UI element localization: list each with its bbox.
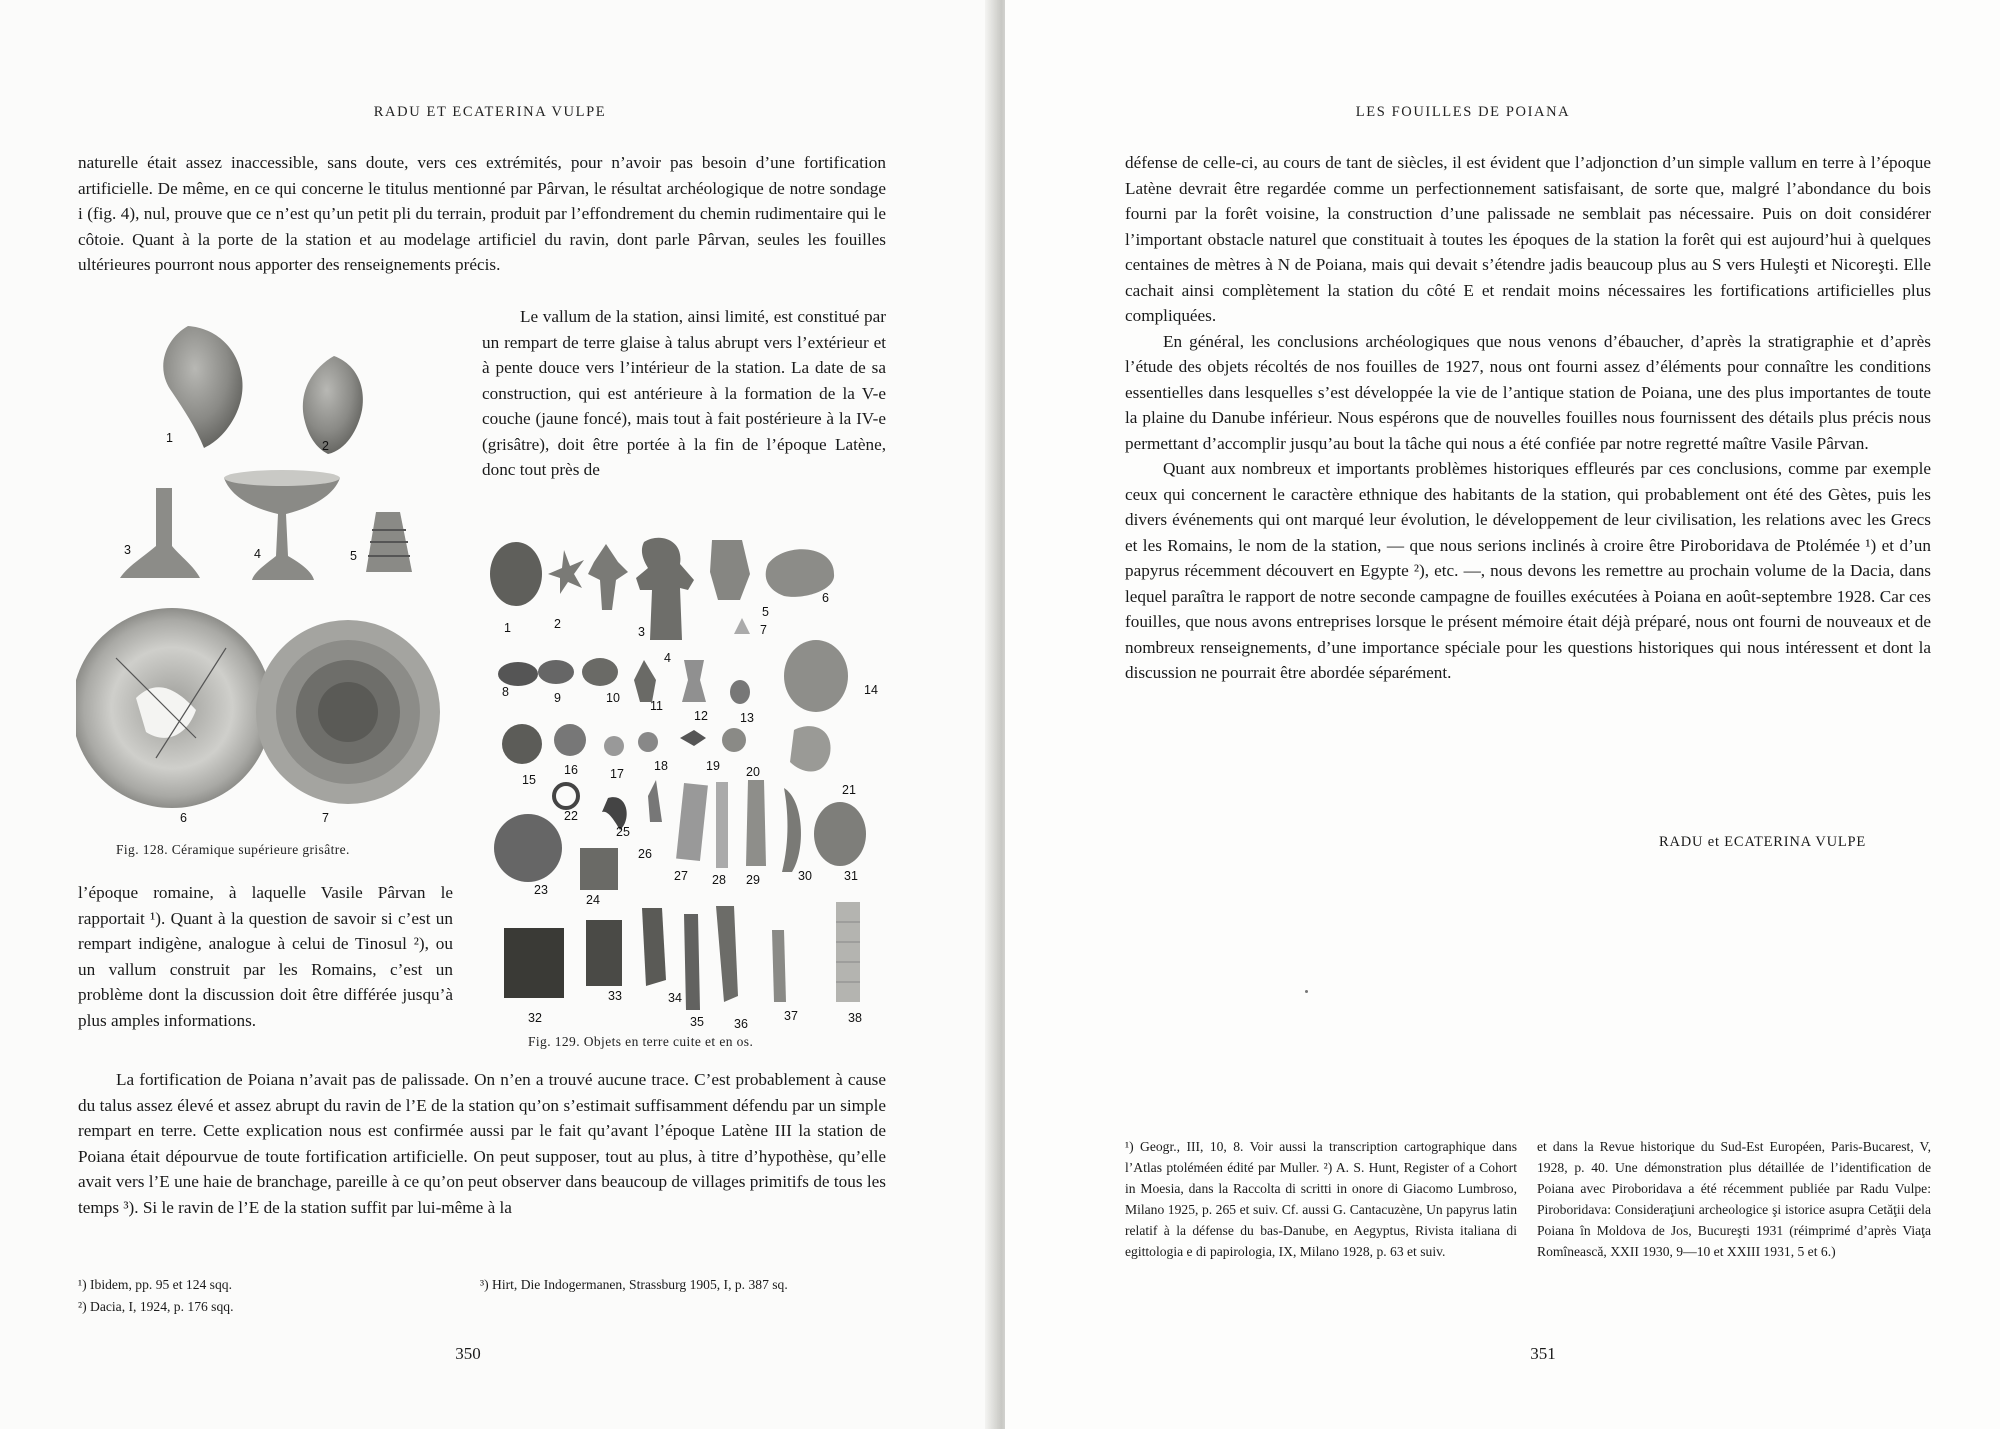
fig129-number: 27 [674,869,688,883]
fig129-number: 33 [608,989,622,1003]
fig129-caption: Fig. 129. Objets en terre cuite et en os. [528,1034,754,1049]
fig129-number: 18 [654,759,668,773]
fig129-number: 29 [746,873,760,887]
object-17 [604,736,624,756]
fig129-number: 17 [610,767,624,781]
fig129-number: 21 [842,783,856,797]
author-signature: RADU et ECATERINA VULPE [1659,834,1867,850]
object-32 [504,928,564,998]
running-head-right: LES FOUILLES DE POIANA [1355,104,1571,120]
fig129-number: 4 [664,651,671,665]
object-2 [548,550,584,594]
object-24 [580,848,618,890]
footnote-1: ¹) Ibidem, pp. 95 et 124 sqq. [78,1277,232,1292]
fig128-number: 6 [180,811,187,825]
object-20 [722,728,746,752]
object-36 [716,906,738,1002]
object-13 [730,680,750,704]
object-19 [680,730,706,746]
fig129-number: 5 [762,605,769,619]
object-29 [746,780,766,866]
fig129-number: 26 [638,847,652,861]
fig128-number: 7 [322,811,329,825]
fig128-number: 1 [166,431,173,445]
object-16 [554,724,586,756]
fig129-number: 7 [760,623,767,637]
fig129-number: 6 [822,591,829,605]
left-page [0,0,995,1429]
object-34 [642,908,666,986]
object-28 [716,782,728,868]
object-27 [676,783,708,861]
fig128-caption: Fig. 128. Céramique supérieure grisâtre. [116,842,350,857]
fig129-number: 15 [522,773,536,787]
fig128-number: 4 [254,547,261,561]
object-14 [784,640,848,712]
object-11 [634,660,656,702]
fig128-number: 2 [322,439,329,453]
fig129-number: 16 [564,763,578,777]
page-speck [1305,990,1308,993]
fig129-number: 14 [864,683,878,697]
paragraph-romaine: l’époque romaine, à laquelle Vasile Pârvan le rapportait ¹). Quant à la question de savoir si c’est un rempart indigène, analogue à celui de Tinosul ²), ou un vallum construit par les Romains, c’est un problème dont la discussion doit être différée jusqu’à plus amples informations. [78,883,453,1030]
object-12 [682,660,706,702]
fig129-number: 11 [650,699,663,713]
object-5 [710,540,750,600]
fig129-number: 20 [746,765,760,779]
object-7 [734,618,750,634]
fig129-number: 1 [504,621,511,635]
object-35 [684,914,700,1010]
footnote-col1: ¹) Geogr., III, 10, 8. Voir aussi la transcription cartographique dans l’Atlas ptoléméen édité par Muller. ²) A. S. Hunt, Register of a Cohort in Moesia, dans la Raccolta di scritti in onore di Giacomo Lumbroso, Milano 1925, p. 265 et suiv. Cf. aussi G. Cantacuzène, Un papyrus latin relatif à la défense du bas-Danube, en Aegyptus, Rivista italiana di egittologia e di papirologia, IX, Milano 1928, p. 63 et suiv. [1125,1139,1517,1259]
object-37 [772,930,786,1002]
fig129-number: 38 [848,1011,862,1025]
object-9 [538,660,574,684]
object-38 [836,902,860,1002]
fig129-plate [484,530,888,1038]
object-10 [582,658,618,686]
object-1 [490,542,542,606]
fig128-number: 3 [124,543,131,557]
object-26 [648,780,662,822]
fig129-number: 13 [740,711,754,725]
paragraph-palissade: La fortification de Poiana n’avait pas de palissade. On n’en a trouvé aucune trace. C’est probablement à cause du talus assez élevé et assez abrupt du ravin de l’E de la station qu’on s’estimait suffisamment défendu par un simple rempart en terre. Cette explication nous est confirmée aussi par le fait qu’avant l’époque Latène III la station de Poiana était dépourvue de toute fortification artificielle. On peut supposer, tout au plus, à titre d’hypothèse, qu’elle avait vers l’E une haie de branchage, pareille à ce qu’on peut observer dans beaucoup de villages primitifs de tous les temps ³). Si le ravin de l’E de la station suffit par lui-même à la [78,1070,886,1217]
object-31 [814,802,866,866]
fig128-plate [76,318,466,826]
page-number-right: 351 [1530,1344,1556,1363]
paragraph-defense: défense de celle-ci, au cours de tant de siècles, il est évident que l’adjonction d’un simple vallum en terre à l’époque Latène devrait être regardée comme un perfectionnement satisfaisant, de sorte que, malgré l’abondance du bois fourni par la forêt voisine, la construction d’une palissade ne semblait pas nécessaire. Puis on doit considérer l’important obstacle naturel que constituait à toutes les époques de la station la forêt qui est aujourd’hui à quelques centaines de mètres à N de Poiana, mais qui devait s’étendre jadis beaucoup plus au S vers Huleşti et Nicoreşti. Elle cachait ainsi complètement la station du côté E et rendait moins nécessaires les fortifications artificielles plus compliquées. En général, les conclusions archéologiques que nous venons d’ébaucher, d’après la stratigraphie et d’après l’étude des objets récoltés de nos fouilles de 1927, nous ont fourni assez d’éléments pour connaître les conditions essentielles dans lesquelles s’est développée la vie de l’antique station de Poiana, une des plus importantes de toute la plaine du Danube inférieur. Nous espérons que de nouvelles fouilles nous fournissent des détails plus précis nous permettant d’accomplir jusqu’au bout la tâche qui nous a été confiée par notre regretté maître Vasile Pârvan. Quant aux nombreux et importants problèmes historiques effleurés par ces conclusions, comme par exemple ceux qui concernent le caractère ethnique des habitants de la station, qui probablement ont été des Gètes, puis les divers événements qui ont marqué leur évolution, le développement de leur civilisation, les relations avec les Grecs et les Romains, le nom de la station, — que nous serions inclinés à croire être Piroboridava de Ptolémée ¹) et d’un papyrus récemment découvert en Egypte ²), etc. —, nous devons les remettre au prochain volume de la Dacia, dans lequel paraîtra le rapport de notre seconde campagne de fouilles exécutées à Poiana en août-septembre 1928. Car ces fouilles, que nous avons entreprises lorsque le présent mémoire était déjà préparé, nous ont fourni de nouveaux et de nombreux renseignements, d’une importance spéciale pour les questions historiques qui nous intéressent et dont la discussion ne pourrait être abordée séparément. [1125,153,1931,682]
fig129-number: 28 [712,873,726,887]
right-page [1005,0,2000,1429]
running-head-left: RADU ET ECATERINA VULPE [373,104,607,120]
fig129-number: 36 [734,1017,748,1031]
footnote-2: ²) Dacia, I, 1924, p. 176 sqq. [78,1299,234,1314]
fig128-number: 5 [350,549,357,563]
fig129-number: 37 [784,1009,798,1023]
fig129-number: 31 [844,869,858,883]
paragraph-top: naturelle était assez inaccessible, sans doute, vers ces extrémités, pour n’avoir pas besoin d’une fortification artificielle. De même, en ce qui concerne le titulus mentionné par Pârvan, le résultat archéologique de notre sondage i (fig. 4), nul, prouve que ce n’est qu’un petit pli du terrain, produit par l’effondrement du chemin rudimentaire qui le côtoie. Quant à la porte de la station et au modelage artificiel du ravin, dont parle Pârvan, seules les fouilles ultérieures pourront nous apporter des renseignements précis. [78,153,886,274]
fig129-number: 2 [554,617,561,631]
fig129-number: 19 [706,759,720,773]
fig129-number: 8 [502,685,509,699]
footnote-3: ³) Hirt, Die Indogermanen, Strassburg 1905, I, p. 387 sq. [480,1277,788,1292]
fig129-number: 24 [586,893,600,907]
fig129-number: 9 [554,691,561,705]
fruitstand-4 [224,471,340,581]
object-8 [498,662,538,686]
fig129-number: 3 [638,625,645,639]
page-number-left: 350 [455,1344,481,1363]
fig129-number: 25 [616,825,630,839]
object-22 [554,784,578,808]
fig129-number: 34 [668,991,682,1005]
object-18 [638,732,658,752]
fig129-number: 12 [694,709,708,723]
fig129-number: 30 [798,869,812,883]
object-30 [782,788,801,872]
fig129-number: 23 [534,883,548,897]
fig129-number: 32 [528,1011,542,1025]
candlestick-3 [120,488,200,578]
footnote-col2: et dans la Revue historique du Sud-Est Européen, Paris-Bucarest, V, 1928, p. 40. Une démonstration plus détaillée de l’identification de Poiana avec Piroboridava a été récemment publiée par Radu Vulpe: Piroboridava: Consideraţiuni archeologice şi istorice asupra Cetăţii dela Poiana în Moldova de Jos, Bucureşti 1931 (réimprimé d’après Viaţa Romînească, XXII 1930, 9—10 et XXIII 1931, 5 et 6.) [1537,1139,1931,1259]
fig129-number: 22 [564,809,578,823]
object-3 [588,544,628,610]
fig129-number: 10 [606,691,620,705]
object-23 [494,814,562,882]
vase-2 [303,356,363,454]
object-21 [790,726,831,771]
object-6 [766,549,834,597]
fig129-number: 35 [690,1015,704,1029]
object-15 [502,724,542,764]
paragraph-vallum: Le vallum de la station, ainsi limité, est constitué par un rempart de terre glaise à talus abrupt vers l’extérieur et à pente douce vers l’intérieur de la station. La date de sa construction, qui est antérieure à la formation de la V-e couche (jaune foncé), mais tout à fait postérieure à la IV-e (grisâtre), doit être portée à la fin de l’époque Latène, donc tout près de [482,307,886,479]
vase-1 [163,326,242,448]
object-33 [586,920,622,986]
